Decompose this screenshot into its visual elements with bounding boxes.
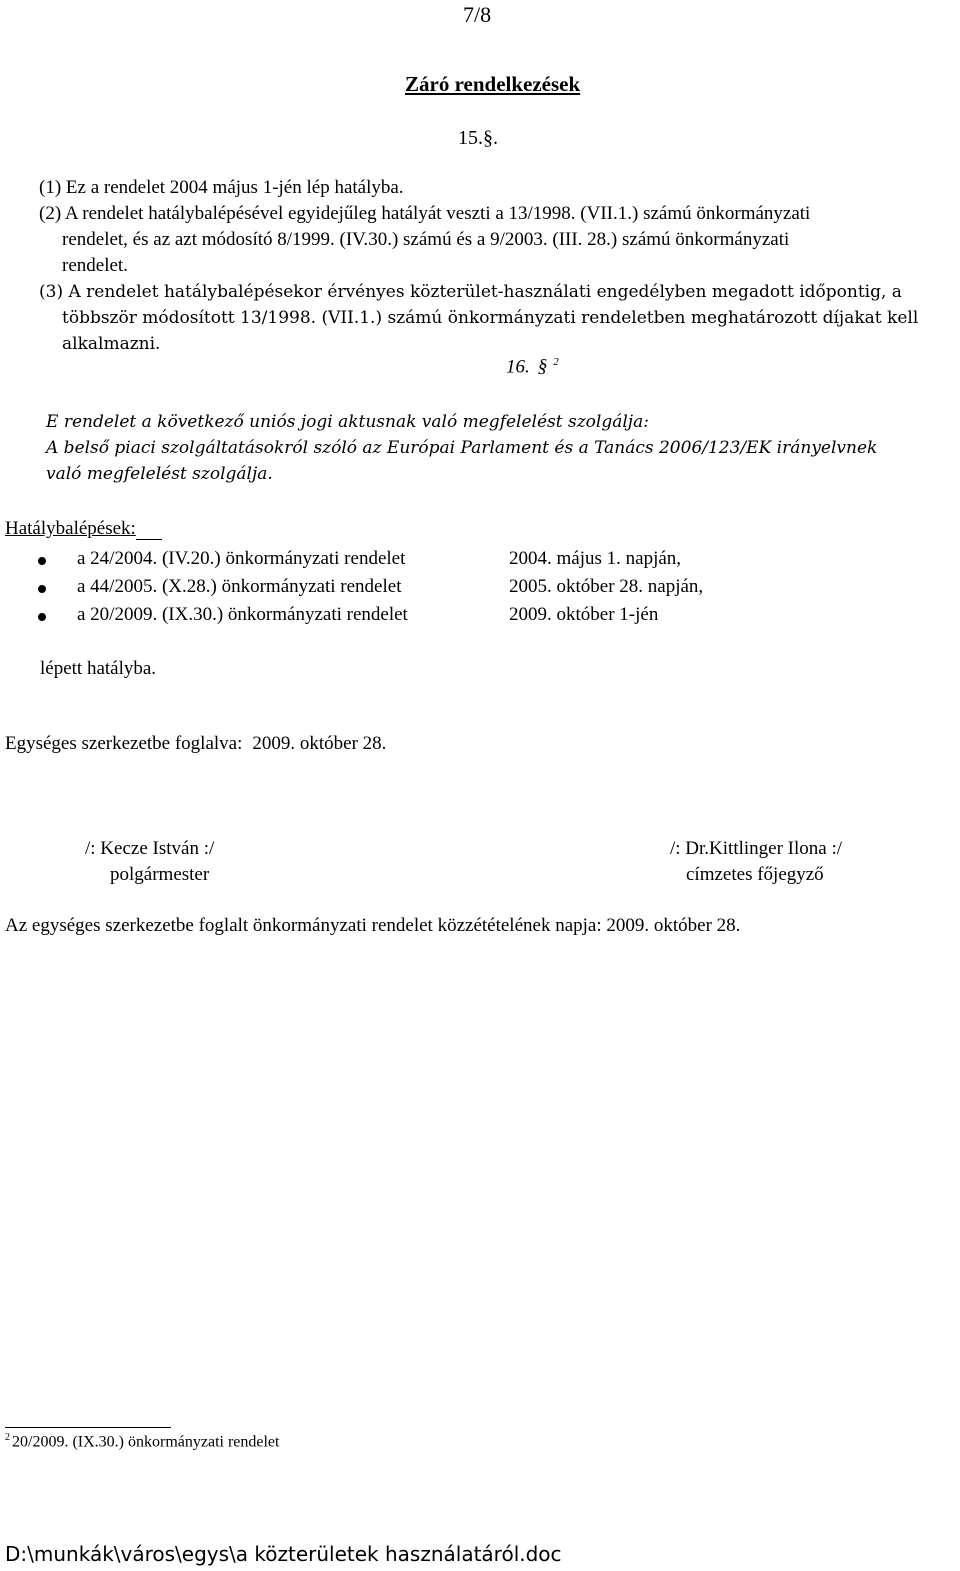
paragraph-3-line-1: (3) A rendelet hatálybalépésekor érvényes közterület-használati engedélyben megadott időpontig, a xyxy=(39,282,902,302)
section-symbol: § xyxy=(537,356,548,378)
paragraph-2-line-1: (2) A rendelet hatálybalépésével egyidejűleg hatályát veszti a 13/1998. (VII.1.) számú önkormányzati xyxy=(39,203,811,224)
eu-text-line-2: A belső piaci szolgáltatásokról szóló az Európai Parlament és a Tanács 2006/123/EK irányelvnek xyxy=(46,438,878,458)
paragraph-2-line-2: rendelet, és az azt módosító 8/1999. (IV.30.) számú és a 9/2003. (III. 28.) számú önkormányzati xyxy=(62,229,790,250)
list-item xyxy=(0,604,960,632)
signature-left-name: /: Kecze István :/ xyxy=(85,838,215,859)
hatalybalepesek-closing: lépett hatályba. xyxy=(40,658,157,679)
list-item-rendelet: a 44/2005. (X.28.) önkormányzati rendelet xyxy=(77,576,402,597)
signature-right-title: címzetes főjegyző xyxy=(686,864,824,885)
signature-right-name: /: Dr.Kittlinger Ilona :/ xyxy=(670,838,843,859)
egyseges-szerkezet xyxy=(5,733,386,755)
footnote xyxy=(5,1432,279,1451)
bullet-icon xyxy=(38,585,46,593)
paragraph-2-line-3: rendelet. xyxy=(62,255,128,276)
page-number: 7/8 xyxy=(463,2,492,27)
eu-text-line-1: E rendelet a következő uniós jogi aktusnak való megfelelést szolgálja: xyxy=(46,412,649,432)
paragraph-3-line-3: alkalmazni. xyxy=(62,334,161,354)
paragraph-1-text: (1) Ez a rendelet 2004 május 1-jén lép hatályba. xyxy=(39,177,404,198)
bullet-icon xyxy=(38,557,46,565)
list-item xyxy=(0,576,960,604)
signature-left-title: polgármester xyxy=(110,864,210,885)
footnote-text: 20/2009. (IX.30.) önkormányzati rendelet xyxy=(12,1433,280,1451)
hatalybalepesek-list xyxy=(0,548,960,632)
paragraph-1 xyxy=(39,175,955,201)
bullet-icon xyxy=(38,613,46,621)
list-item xyxy=(0,548,960,576)
egyseges-label: Egységes szerkezetbe foglalva: xyxy=(5,733,243,754)
section-15-heading: 15.§. xyxy=(458,127,498,149)
paragraph-3 xyxy=(39,279,955,357)
footnote-divider xyxy=(5,1427,171,1428)
kozzetetel-text: Az egységes szerkezetbe foglalt önkormányzati rendelet közzétételének napja: 2009. október 28. xyxy=(5,915,741,936)
file-path: D:\munkák\város\egys\a közterületek használatáról.doc xyxy=(5,1542,562,1566)
section-16-number: 16. xyxy=(506,356,530,378)
eu-compliance-text xyxy=(46,409,954,487)
section-16-heading xyxy=(506,356,559,378)
footnote-reference[interactable]: 2 xyxy=(553,356,559,368)
eu-text-line-3: való megfelelést szolgálja. xyxy=(46,464,273,484)
list-item-rendelet: a 24/2004. (IV.20.) önkormányzati rendelet xyxy=(77,548,406,569)
hatalybalepesek-heading xyxy=(5,518,162,540)
list-item-datum: 2004. május 1. napján, xyxy=(509,548,682,569)
egyseges-date: 2009. október 28. xyxy=(252,733,387,754)
list-item-datum: 2005. október 28. napján, xyxy=(509,576,704,597)
section-title: Záró rendelkezések xyxy=(405,72,581,96)
list-item-rendelet: a 20/2009. (IX.30.) önkormányzati rendelet xyxy=(77,604,408,625)
paragraph-2 xyxy=(39,201,955,279)
footnote-mark: 2 xyxy=(5,1432,10,1443)
list-item-datum: 2009. október 1-jén xyxy=(509,604,659,625)
paragraph-3-line-2: többször módosított 13/1998. (VII.1.) számú önkormányzati rendeletben meghatározott díjakat kell xyxy=(62,308,919,328)
hatalybalepesek-heading-text: Hatálybalépések: xyxy=(5,518,136,539)
underline-filler xyxy=(136,521,162,540)
